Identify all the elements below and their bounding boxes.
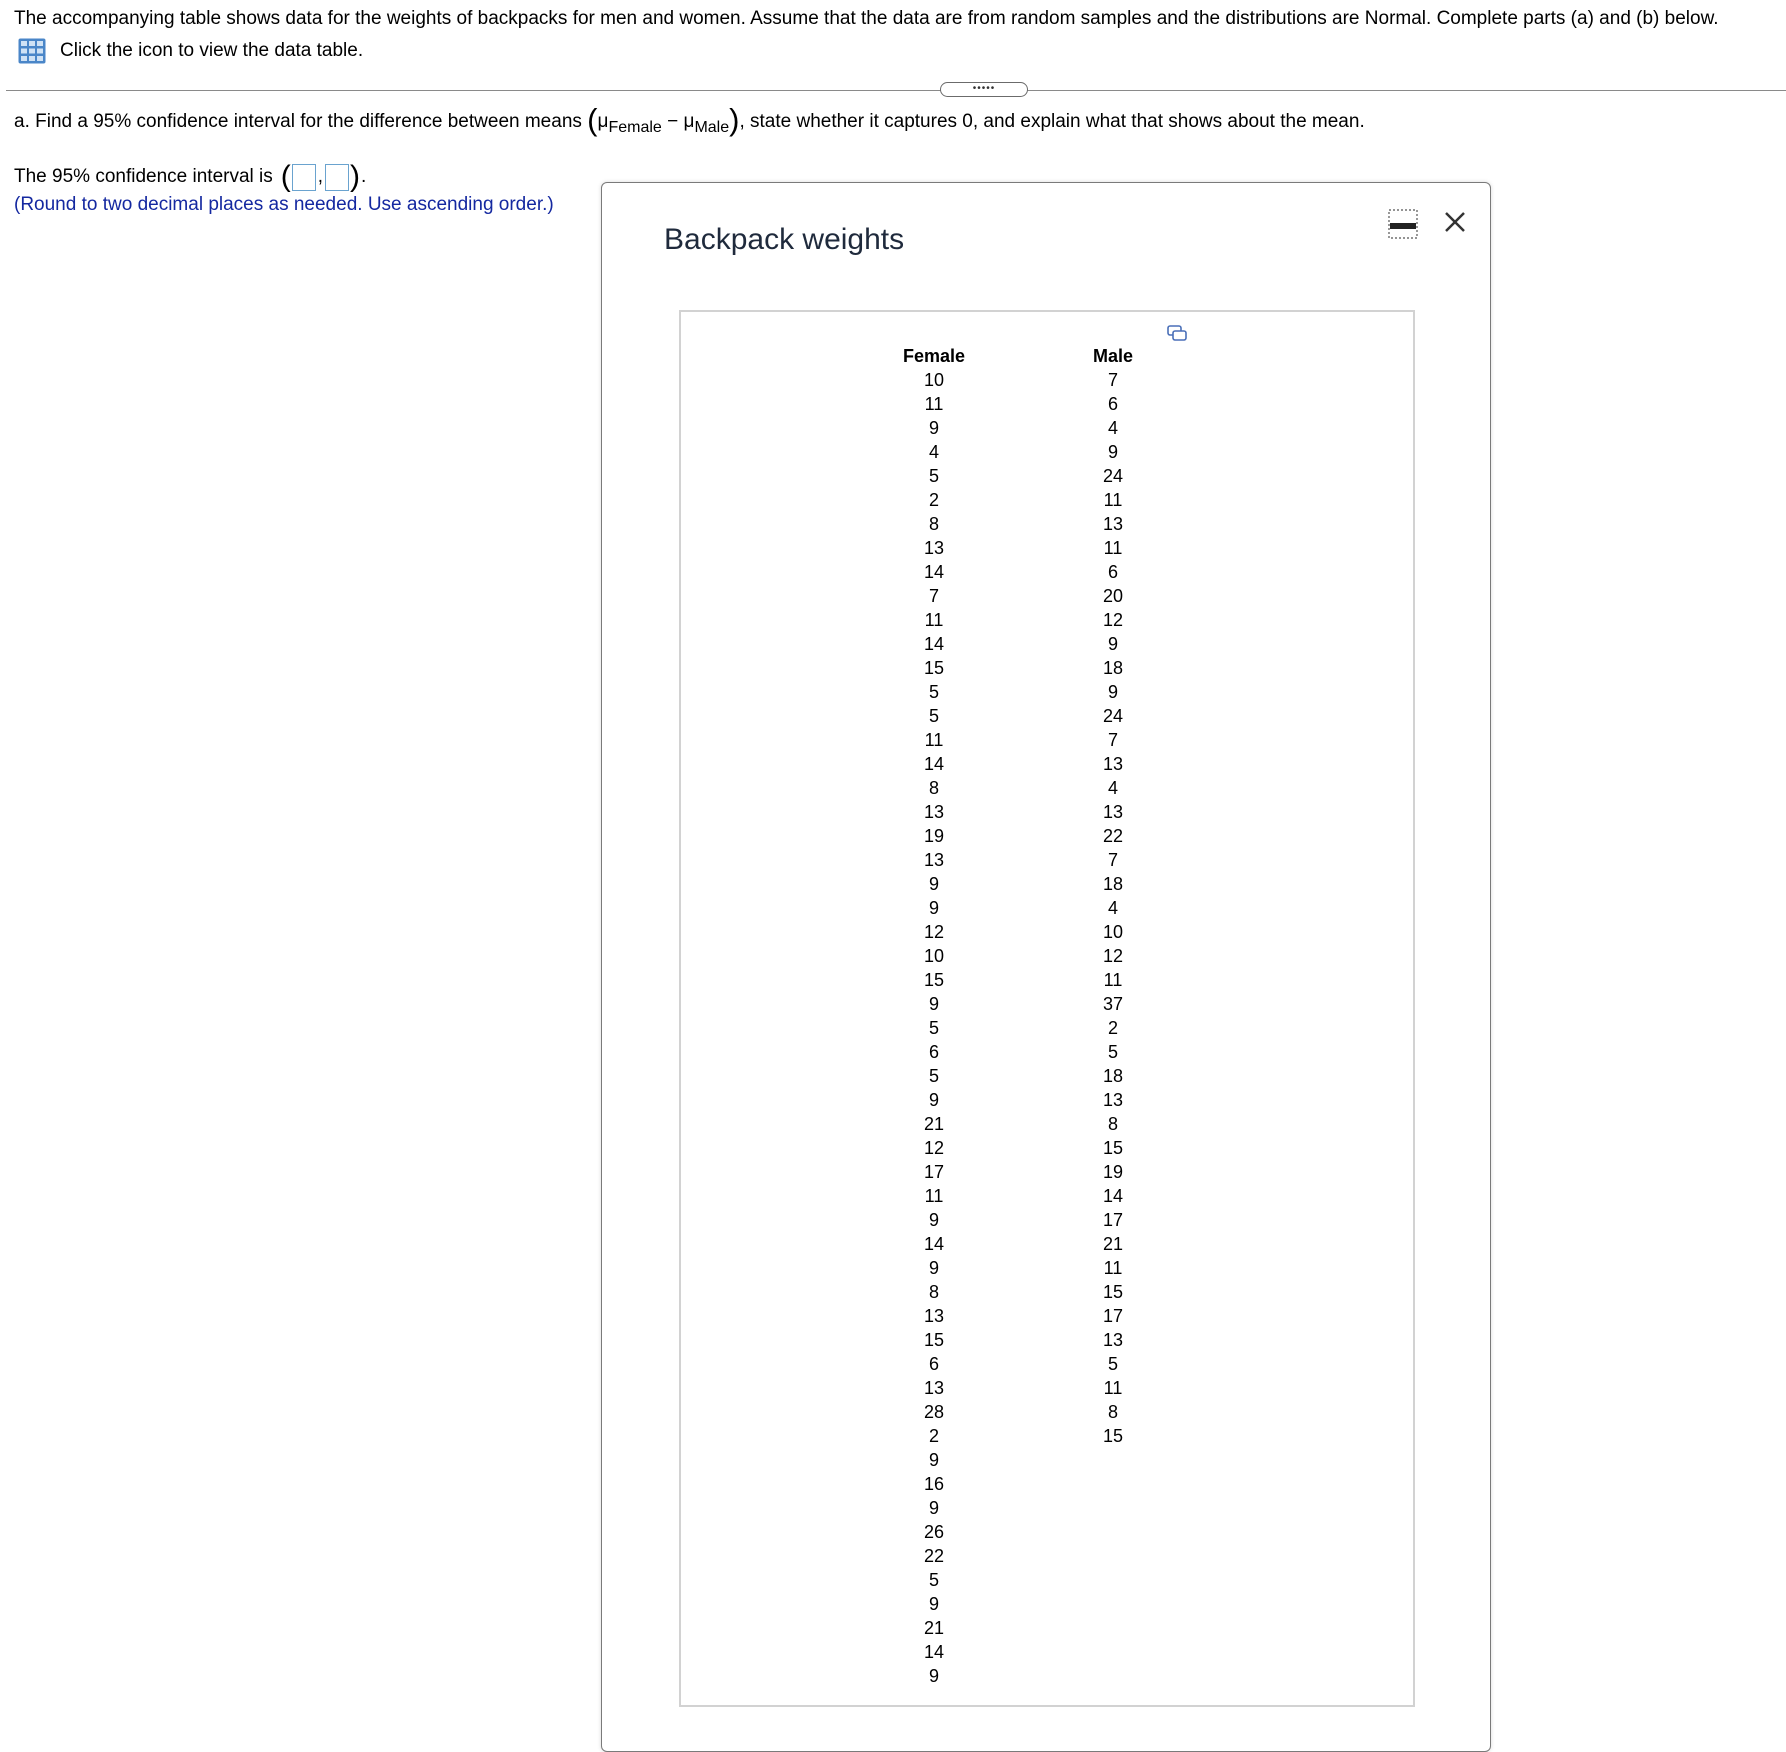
male-cell: 7: [1107, 730, 1118, 750]
female-cell: 28: [923, 1402, 945, 1422]
female-cell: 11: [924, 730, 944, 750]
female-cell: 13: [923, 850, 945, 870]
male-cell: 7: [1107, 850, 1118, 870]
male-cell: 11: [1103, 1258, 1123, 1278]
male-cell: 17: [1102, 1306, 1124, 1326]
male-cell: 24: [1102, 466, 1124, 486]
female-cell: 4: [928, 442, 939, 462]
male-cell: 9: [1107, 442, 1118, 462]
male-cell: 4: [1107, 418, 1118, 438]
female-cell: 14: [923, 562, 945, 582]
male-cell: 12: [1102, 610, 1124, 630]
male-cell: 13: [1102, 514, 1124, 534]
minimize-icon[interactable]: [1388, 209, 1418, 239]
female-cell: 9: [928, 1258, 939, 1278]
male-cell: 4: [1107, 898, 1118, 918]
male-cell: 7: [1107, 370, 1118, 390]
male-cell: 9: [1107, 682, 1118, 702]
female-cell: 6: [928, 1042, 939, 1062]
female-cell: 8: [928, 778, 939, 798]
male-cell: 21: [1102, 1234, 1124, 1254]
female-cell: 7: [928, 586, 939, 606]
male-cell: 15: [1102, 1138, 1124, 1158]
female-cell: 19: [923, 826, 945, 846]
male-cell: 13: [1102, 754, 1124, 774]
female-cell: 14: [923, 1234, 945, 1254]
female-cell: 13: [923, 1306, 945, 1326]
female-cell: 5: [928, 466, 939, 486]
ci-lower-input[interactable]: [292, 164, 316, 191]
ci-upper-input[interactable]: [325, 164, 349, 191]
female-header: Female: [902, 346, 966, 366]
female-cell: 10: [923, 946, 945, 966]
male-cell: 24: [1102, 706, 1124, 726]
female-cell: 12: [923, 1138, 945, 1158]
male-cell: 19: [1102, 1162, 1124, 1182]
male-cell: 37: [1102, 994, 1124, 1014]
female-cell: 9: [928, 898, 939, 918]
male-cell: 8: [1107, 1402, 1118, 1422]
male-cell: 11: [1103, 538, 1123, 558]
mu-symbol-2: μ: [683, 111, 695, 132]
male-cell: 4: [1107, 778, 1118, 798]
male-cell: 11: [1103, 970, 1123, 990]
view-data-link[interactable]: [18, 38, 363, 64]
female-cell: 9: [928, 1498, 939, 1518]
female-cell: 13: [923, 1378, 945, 1398]
ci-end: .: [361, 166, 367, 187]
male-cell: 18: [1102, 874, 1124, 894]
female-cell: 15: [923, 1330, 945, 1350]
male-cell: 11: [1103, 490, 1123, 510]
dialog-title: Backpack weights: [664, 223, 905, 256]
male-cell: 14: [1102, 1186, 1124, 1206]
part-a-prefix: a. Find a 95% confidence interval for the difference between means: [14, 111, 582, 132]
female-cell: 5: [928, 1570, 939, 1590]
female-cell: 14: [923, 754, 945, 774]
female-cell: 11: [924, 1186, 944, 1206]
female-cell: 11: [924, 394, 944, 414]
female-cell: 17: [923, 1162, 945, 1182]
male-cell: 10: [1102, 922, 1124, 942]
male-cell: 15: [1102, 1426, 1124, 1446]
male-cell: 18: [1102, 1066, 1124, 1086]
female-cell: 11: [924, 610, 944, 630]
female-cell: 8: [928, 1282, 939, 1302]
rounding-hint: (Round to two decimal places as needed. Use ascending order.): [14, 194, 554, 215]
male-cell: 11: [1103, 1378, 1123, 1398]
female-cell: 21: [923, 1618, 945, 1638]
female-cell: 16: [923, 1474, 945, 1494]
male-cell: 13: [1102, 1330, 1124, 1350]
female-cell: 5: [928, 1066, 939, 1086]
view-data-link-label[interactable]: Click the icon to view the data table.: [60, 40, 364, 61]
male-cell: 8: [1107, 1114, 1118, 1134]
female-cell: 9: [928, 1090, 939, 1110]
female-cell: 13: [923, 802, 945, 822]
female-cell: 21: [923, 1114, 945, 1134]
female-cell: 26: [923, 1522, 945, 1542]
male-cell: 17: [1102, 1210, 1124, 1230]
male-cell: 5: [1107, 1042, 1118, 1062]
part-a-suffix: , state whether it captures 0, and explain what that shows about the mean.: [739, 111, 1365, 132]
male-cell: 20: [1102, 586, 1124, 606]
minus-sign: −: [667, 111, 679, 132]
female-cell: 10: [923, 370, 945, 390]
data-table-dialog: [601, 182, 1491, 1752]
female-cell: 5: [928, 682, 939, 702]
female-cell: 9: [928, 1666, 939, 1686]
mu-male-subscript: Male: [694, 119, 730, 136]
female-cell: 5: [928, 706, 939, 726]
section-divider: [6, 90, 1786, 91]
female-cell: 5: [928, 1018, 939, 1038]
ci-answer-row: The 95% confidence interval is ( , ) .: [14, 160, 367, 193]
male-header: Male: [1092, 346, 1134, 366]
table-grid-icon[interactable]: [18, 38, 46, 64]
female-cell: 13: [923, 538, 945, 558]
question-intro: The accompanying table shows data for the weights of backpacks for men and women. Assume that the data are from random samples and the distributions are Normal. Complete parts (a) and (b) below.: [14, 8, 1719, 29]
female-cell: 9: [928, 418, 939, 438]
male-cell: 5: [1107, 1354, 1118, 1374]
female-cell: 9: [928, 874, 939, 894]
mu-symbol: μ: [597, 111, 609, 132]
female-cell: 14: [923, 1642, 945, 1662]
male-cell: 18: [1102, 658, 1124, 678]
ci-label: The 95% confidence interval is: [14, 166, 273, 187]
female-column: [889, 344, 979, 1688]
female-cell: 9: [928, 1450, 939, 1470]
expand-toggle[interactable]: •••••: [940, 82, 1028, 97]
female-cell: 9: [928, 1210, 939, 1230]
male-cell: 2: [1107, 1018, 1118, 1038]
male-cell: 15: [1102, 1282, 1124, 1302]
female-cell: 22: [923, 1546, 945, 1566]
female-cell: 15: [923, 658, 945, 678]
male-cell: 12: [1102, 946, 1124, 966]
copy-icon[interactable]: [1167, 324, 1187, 342]
male-cell: 13: [1102, 802, 1124, 822]
data-table: [679, 310, 1415, 1707]
female-cell: 2: [928, 1426, 939, 1446]
female-cell: 14: [923, 634, 945, 654]
male-cell: 6: [1107, 394, 1118, 414]
female-cell: 12: [923, 922, 945, 942]
close-icon[interactable]: [1440, 207, 1470, 237]
female-cell: 6: [928, 1354, 939, 1374]
female-cell: 2: [928, 490, 939, 510]
female-cell: 9: [928, 994, 939, 1014]
male-cell: 6: [1107, 562, 1118, 582]
part-a-question: a. Find a 95% confidence interval for the difference between means $(\mu_{Female} - \mu_{Male})$, state whether it captures 0, and explain what that shows about the mean.: [14, 102, 1365, 137]
mu-female-subscript: Female: [608, 119, 662, 136]
female-cell: 15: [923, 970, 945, 990]
female-cell: 8: [928, 514, 939, 534]
female-cell: 9: [928, 1594, 939, 1614]
male-column: [1068, 344, 1158, 1448]
male-cell: 22: [1102, 826, 1124, 846]
male-cell: 9: [1107, 634, 1118, 654]
male-cell: 13: [1102, 1090, 1124, 1110]
